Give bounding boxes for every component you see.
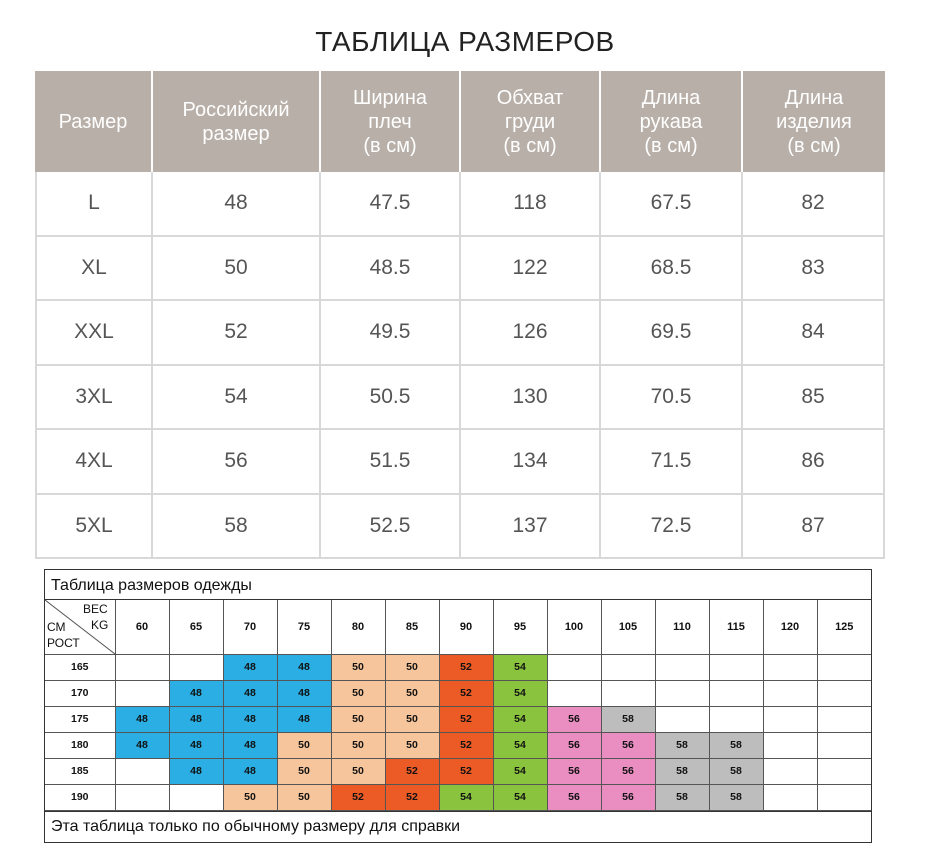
size-label-cell: L — [35, 172, 153, 237]
grid-row — [45, 784, 871, 810]
weight-header-cell: 80 — [331, 600, 385, 654]
header-line: Размер — [58, 110, 128, 133]
size-cell: 52 — [385, 784, 439, 810]
size-table-row — [35, 172, 885, 237]
size-table-row — [35, 366, 885, 431]
empty-cell — [547, 654, 601, 680]
size-value-cell: 71.5 — [601, 430, 743, 495]
empty-cell — [709, 680, 763, 706]
empty-cell — [817, 758, 871, 784]
header-line: Длина — [784, 86, 844, 109]
size-cell: 48 — [277, 706, 331, 732]
grid-row — [45, 758, 871, 784]
size-label-cell: 4XL — [35, 430, 153, 495]
weight-header-cell: 120 — [763, 600, 817, 654]
height-label-cell: 170 — [45, 680, 115, 706]
size-table-row — [35, 301, 885, 366]
corner-weight-unit: KG — [91, 618, 109, 632]
size-value-cell: 48 — [153, 172, 321, 237]
size-cell: 48 — [169, 680, 223, 706]
empty-cell — [601, 680, 655, 706]
size-cell: 48 — [169, 732, 223, 758]
size-value-cell: 50.5 — [321, 366, 461, 431]
height-label-cell: 190 — [45, 784, 115, 810]
size-cell: 56 — [547, 758, 601, 784]
empty-cell — [115, 758, 169, 784]
size-value-cell: 85 — [743, 366, 885, 431]
size-cell: 48 — [115, 706, 169, 732]
weight-header-cell: 85 — [385, 600, 439, 654]
empty-cell — [655, 654, 709, 680]
header-line: груди — [504, 110, 556, 133]
size-cell: 48 — [223, 680, 277, 706]
empty-cell — [817, 654, 871, 680]
size-cell: 48 — [277, 680, 331, 706]
size-value-cell: 84 — [743, 301, 885, 366]
grid-header-row — [45, 600, 871, 654]
empty-cell — [115, 680, 169, 706]
header-line: (в см) — [787, 134, 841, 157]
size-value-cell: 126 — [461, 301, 601, 366]
size-cell: 52 — [439, 680, 493, 706]
size-value-cell: 48.5 — [321, 237, 461, 302]
size-label-cell: XL — [35, 237, 153, 302]
size-cell: 56 — [601, 732, 655, 758]
size-cell: 58 — [601, 706, 655, 732]
size-value-cell: 50 — [153, 237, 321, 302]
size-cell: 56 — [601, 784, 655, 810]
size-value-cell: 51.5 — [321, 430, 461, 495]
size-value-cell: 67.5 — [601, 172, 743, 237]
size-table-header-cell — [35, 71, 153, 172]
grid-row — [45, 680, 871, 706]
height-label-cell: 165 — [45, 654, 115, 680]
size-cell: 56 — [547, 706, 601, 732]
size-value-cell: 86 — [743, 430, 885, 495]
size-table-header-cell — [601, 71, 743, 172]
header-line: Обхват — [496, 86, 564, 109]
empty-cell — [763, 680, 817, 706]
empty-cell — [655, 680, 709, 706]
size-value-cell: 58 — [153, 495, 321, 560]
size-cell: 58 — [709, 758, 763, 784]
size-cell: 58 — [709, 732, 763, 758]
empty-cell — [547, 680, 601, 706]
size-table-body — [35, 172, 885, 559]
size-cell: 48 — [169, 758, 223, 784]
size-cell: 50 — [277, 732, 331, 758]
size-table-header-row — [35, 71, 885, 172]
empty-cell — [817, 706, 871, 732]
size-cell: 56 — [601, 758, 655, 784]
header-line: (в см) — [503, 134, 557, 157]
empty-cell — [763, 654, 817, 680]
size-value-cell: 130 — [461, 366, 601, 431]
page-title: ТАБЛИЦА РАЗМЕРОВ — [315, 26, 615, 57]
size-cell: 50 — [223, 784, 277, 810]
empty-cell — [817, 784, 871, 810]
empty-cell — [817, 732, 871, 758]
grid-row — [45, 706, 871, 732]
size-cell: 50 — [331, 654, 385, 680]
size-cell: 54 — [493, 758, 547, 784]
size-cell: 52 — [439, 758, 493, 784]
size-table-row — [35, 495, 885, 560]
grid-title: Таблица размеров одежды — [45, 570, 871, 600]
size-value-cell: 70.5 — [601, 366, 743, 431]
size-cell: 52 — [439, 654, 493, 680]
size-cell: 56 — [547, 784, 601, 810]
size-cell: 56 — [547, 732, 601, 758]
size-table-row — [35, 430, 885, 495]
size-cell: 54 — [439, 784, 493, 810]
size-table-header-cell — [461, 71, 601, 172]
size-cell: 50 — [385, 706, 439, 732]
weight-header-cell: 110 — [655, 600, 709, 654]
size-cell: 48 — [277, 654, 331, 680]
size-value-cell: 54 — [153, 366, 321, 431]
size-cell: 50 — [331, 732, 385, 758]
header-line: (в см) — [363, 134, 417, 157]
height-label-cell: 180 — [45, 732, 115, 758]
size-table-row — [35, 237, 885, 302]
corner-weight-label: ВЕС — [83, 602, 108, 616]
size-cell: 50 — [385, 680, 439, 706]
size-cell: 48 — [223, 706, 277, 732]
empty-cell — [709, 706, 763, 732]
empty-cell — [763, 732, 817, 758]
size-value-cell: 134 — [461, 430, 601, 495]
empty-cell — [817, 680, 871, 706]
grid-row — [45, 654, 871, 680]
size-cell: 58 — [655, 758, 709, 784]
size-cell: 48 — [223, 758, 277, 784]
header-line: Длина — [641, 86, 701, 109]
size-cell: 54 — [493, 706, 547, 732]
size-cell: 54 — [493, 654, 547, 680]
size-cell: 50 — [277, 784, 331, 810]
size-cell: 50 — [331, 680, 385, 706]
size-value-cell: 52.5 — [321, 495, 461, 560]
size-cell: 50 — [385, 732, 439, 758]
weight-header-cell: 75 — [277, 600, 331, 654]
size-label-cell: 5XL — [35, 495, 153, 560]
empty-cell — [709, 654, 763, 680]
header-line: рукава — [639, 110, 703, 133]
size-label-cell: 3XL — [35, 366, 153, 431]
weight-header-cell: 100 — [547, 600, 601, 654]
size-value-cell: 56 — [153, 430, 321, 495]
size-table-header-cell — [153, 71, 321, 172]
weight-header-cell: 95 — [493, 600, 547, 654]
size-cell: 54 — [493, 732, 547, 758]
size-cell: 52 — [439, 706, 493, 732]
height-label-cell: 175 — [45, 706, 115, 732]
size-cell: 58 — [709, 784, 763, 810]
weight-header-cell: 70 — [223, 600, 277, 654]
size-value-cell: 122 — [461, 237, 601, 302]
size-cell: 58 — [655, 732, 709, 758]
grid-corner-cell — [45, 600, 115, 654]
size-cell: 52 — [331, 784, 385, 810]
empty-cell — [763, 706, 817, 732]
size-value-cell: 68.5 — [601, 237, 743, 302]
empty-cell — [763, 784, 817, 810]
header-line: Российский — [182, 98, 290, 121]
header-line: размер — [202, 122, 270, 145]
size-value-cell: 118 — [461, 172, 601, 237]
size-cell: 58 — [655, 784, 709, 810]
size-cell: 50 — [331, 706, 385, 732]
size-value-cell: 69.5 — [601, 301, 743, 366]
size-value-cell: 49.5 — [321, 301, 461, 366]
size-table-header-cell — [743, 71, 885, 172]
size-cell: 54 — [493, 680, 547, 706]
empty-cell — [169, 654, 223, 680]
header-line: Ширина — [353, 86, 427, 109]
weight-header-cell: 65 — [169, 600, 223, 654]
empty-cell — [763, 758, 817, 784]
header-line: (в см) — [644, 134, 698, 157]
grid-footer-note: Эта таблица только по обычному размеру для справки — [45, 811, 871, 841]
size-cell: 52 — [439, 732, 493, 758]
size-value-cell: 52 — [153, 301, 321, 366]
size-cell: 52 — [385, 758, 439, 784]
size-table — [35, 71, 885, 559]
weight-header-cell: 115 — [709, 600, 763, 654]
size-cell: 48 — [223, 732, 277, 758]
weight-header-cell: 60 — [115, 600, 169, 654]
grid-row — [45, 732, 871, 758]
weight-height-grid — [45, 600, 871, 811]
size-value-cell: 137 — [461, 495, 601, 560]
header-line: плеч — [368, 110, 412, 133]
size-cell: 48 — [169, 706, 223, 732]
empty-cell — [601, 654, 655, 680]
size-cell: 50 — [331, 758, 385, 784]
weight-header-cell: 105 — [601, 600, 655, 654]
empty-cell — [655, 706, 709, 732]
height-label-cell: 185 — [45, 758, 115, 784]
size-cell: 54 — [493, 784, 547, 810]
header-line: изделия — [776, 110, 852, 133]
corner-height-unit: СМ — [47, 620, 66, 634]
size-value-cell: 82 — [743, 172, 885, 237]
size-cell: 50 — [277, 758, 331, 784]
empty-cell — [115, 784, 169, 810]
size-value-cell: 72.5 — [601, 495, 743, 560]
size-cell: 48 — [115, 732, 169, 758]
empty-cell — [115, 654, 169, 680]
weight-header-cell: 125 — [817, 600, 871, 654]
size-label-cell: XXL — [35, 301, 153, 366]
clothing-size-grid — [44, 569, 872, 843]
size-value-cell: 87 — [743, 495, 885, 560]
size-value-cell: 83 — [743, 237, 885, 302]
weight-header-cell: 90 — [439, 600, 493, 654]
empty-cell — [169, 784, 223, 810]
size-cell: 50 — [385, 654, 439, 680]
size-value-cell: 47.5 — [321, 172, 461, 237]
size-cell: 48 — [223, 654, 277, 680]
corner-height-label: РОСТ — [47, 636, 80, 650]
size-table-header-cell — [321, 71, 461, 172]
